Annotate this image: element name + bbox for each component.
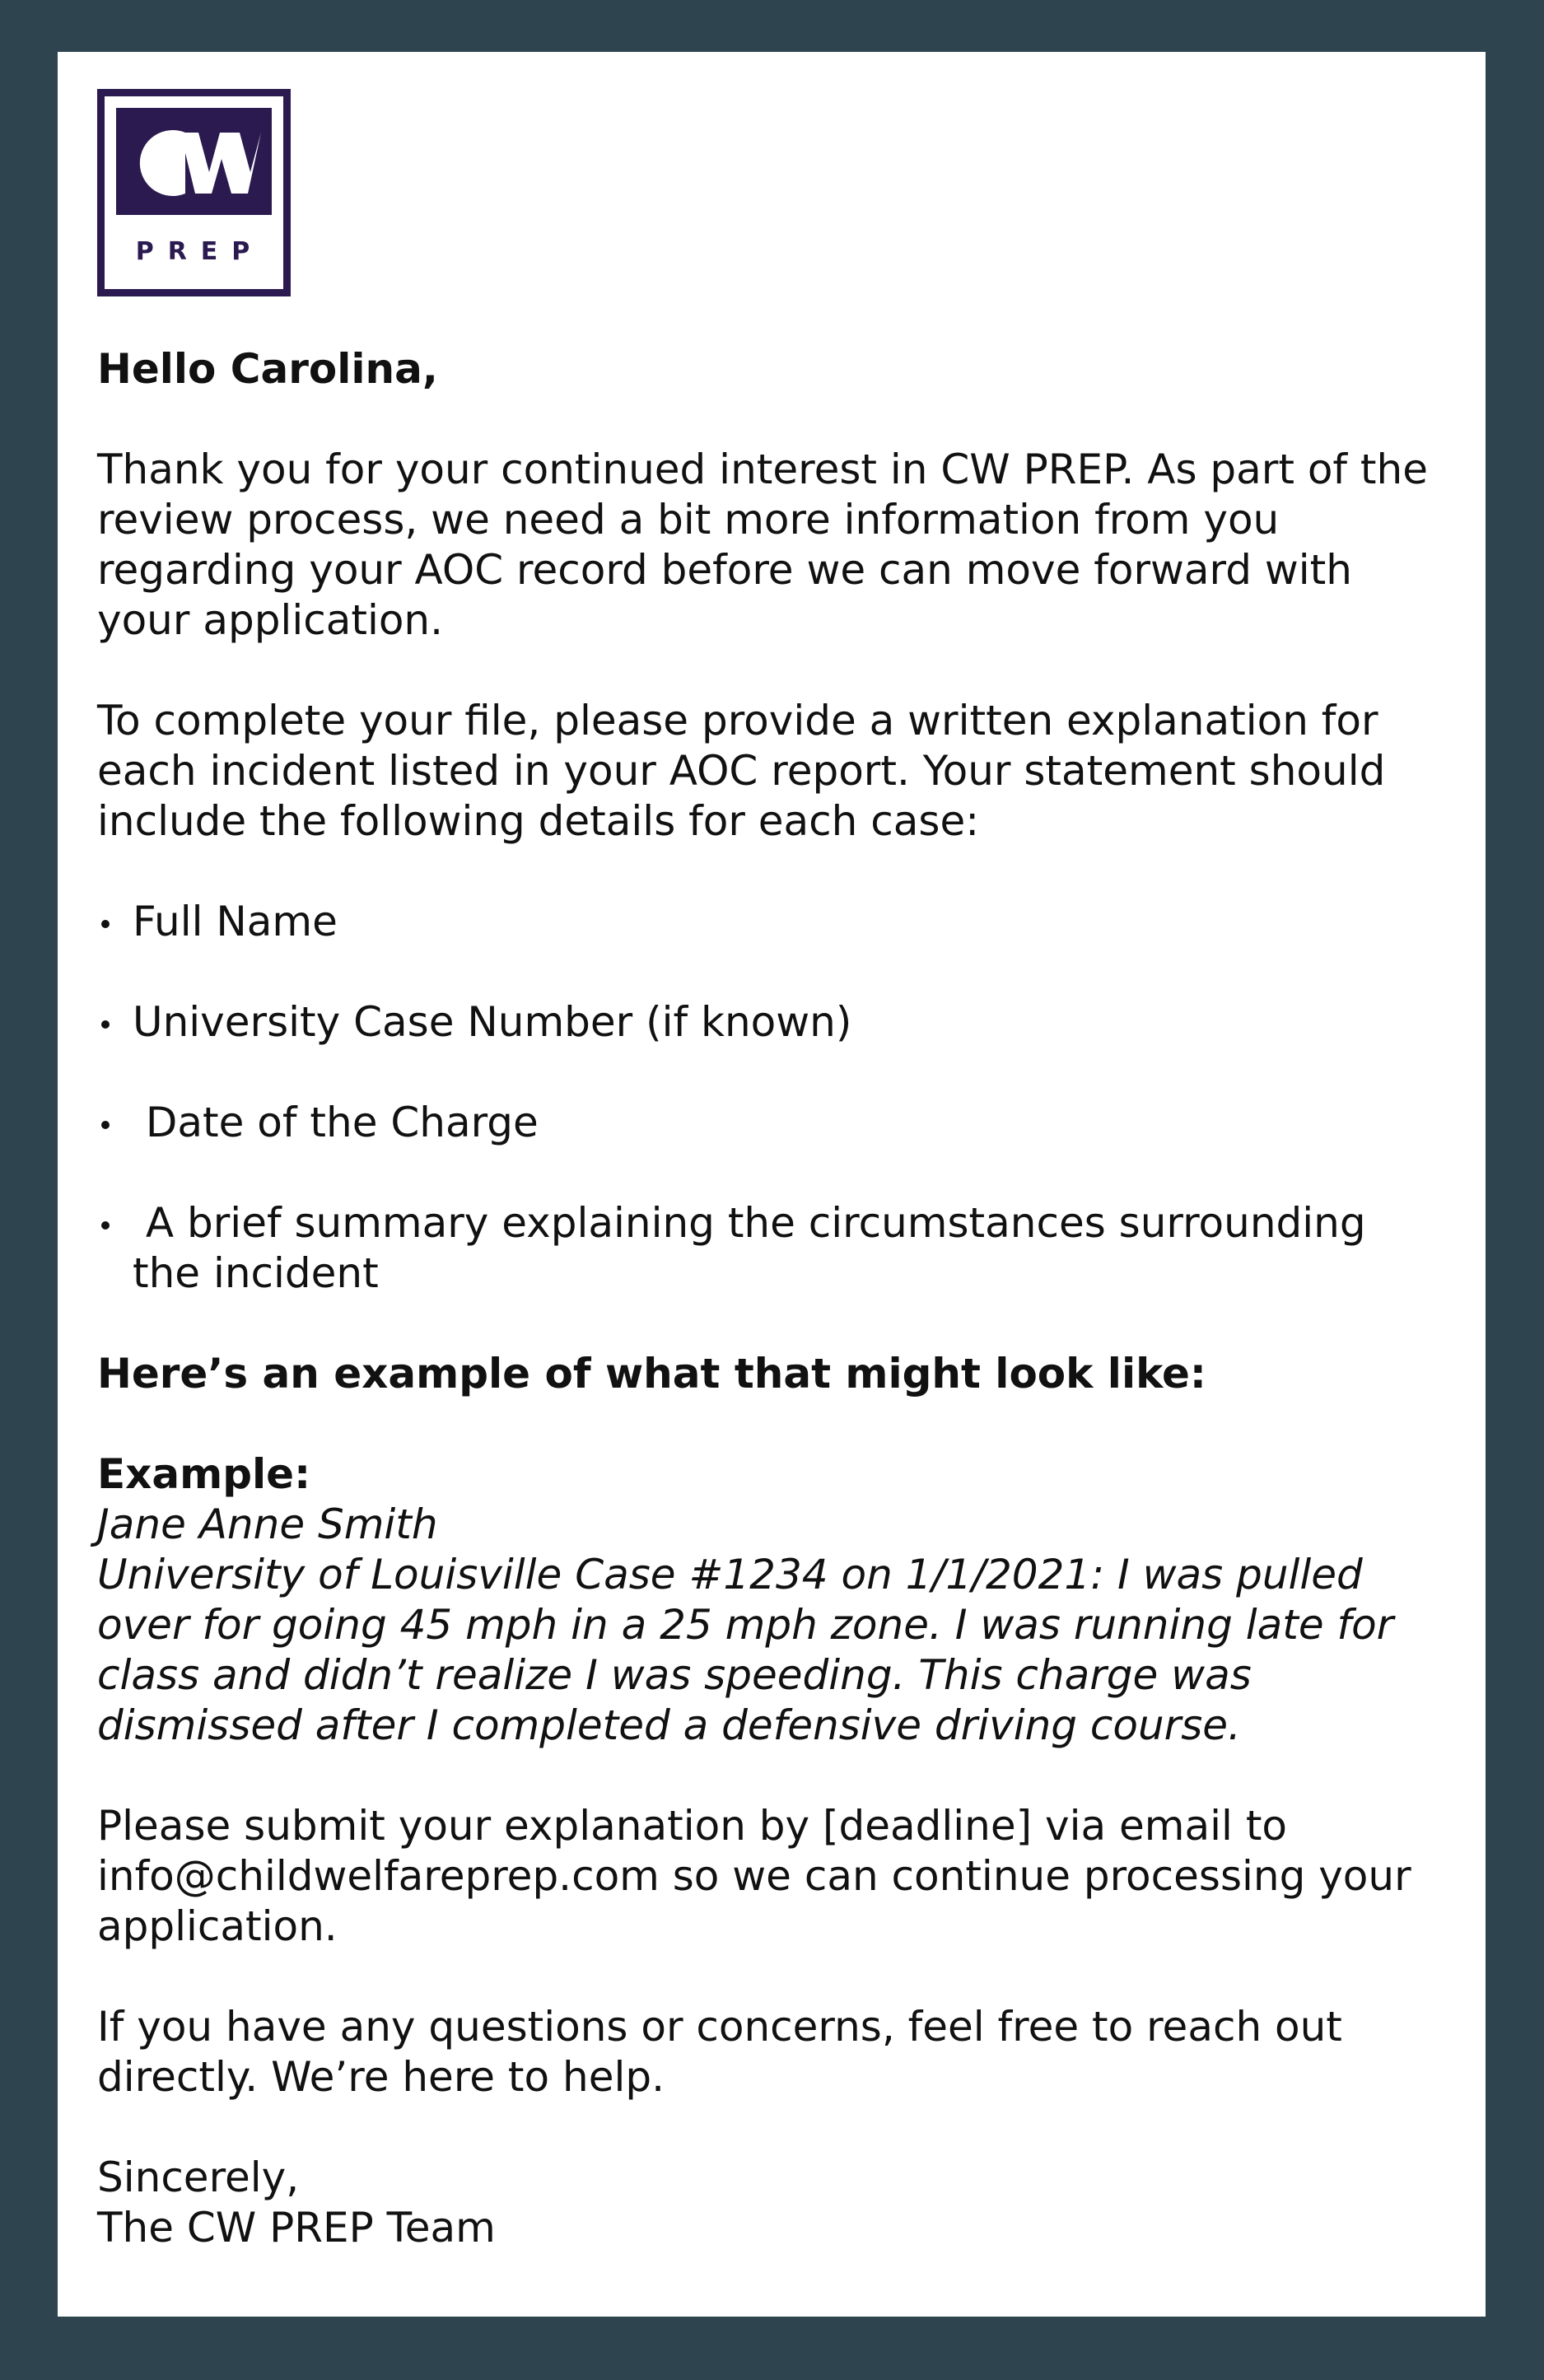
paragraph-intro: Thank you for your continued interest in CW PREP. As part of the review process, we need a bit more information from you regarding your AOC record before we can move forward with your application. [97,446,1428,644]
closing: Sincerely, [97,2154,300,2201]
cw-prep-logo [97,89,291,296]
cw-logo-mark [116,108,272,215]
paragraph-request: To complete your file, please provide a written explanation for each incident listed in your AOC report. Your statement should include the following details for each case: [97,697,1386,845]
paragraph-submit: Please submit your explanation by [deadline] via email to info@childwelfareprep.com so we can continue processing your application. [97,1802,1411,1950]
example-name: Jane Anne Smith [97,1500,438,1548]
logo-prep-text: PREP [135,236,264,266]
signature: The CW PREP Team [97,2204,496,2252]
example-label: Example: [97,1450,311,1498]
greeting: Hello Carolina, [97,345,438,393]
list-item: University Case Number (if known) [97,997,1446,1048]
list-item: Full Name [97,897,1446,947]
example-intro: Here’s an example of what that might look like: [97,1350,1206,1398]
signoff [97,2153,1446,2253]
paragraph-contact: If you have any questions or concerns, feel free to reach out directly. We’re here to help. [97,2003,1342,2101]
list-item: Date of the Charge [97,1098,1446,1148]
list-item: A brief summary explaining the circumstances surrounding the incident [97,1198,1446,1299]
letter-card [58,52,1486,2317]
letter-body [97,344,1446,2253]
example-text: University of Louisville Case #1234 on 1/1/2021: I was pulled over for going 45 mph in a 25 mph zone. I was running late for class and didn’t realize I was speeding. This charge was dismissed after I completed a defensive driving course. [97,1551,1394,1749]
details-list [97,897,1446,1299]
example-block [97,1449,1446,1751]
